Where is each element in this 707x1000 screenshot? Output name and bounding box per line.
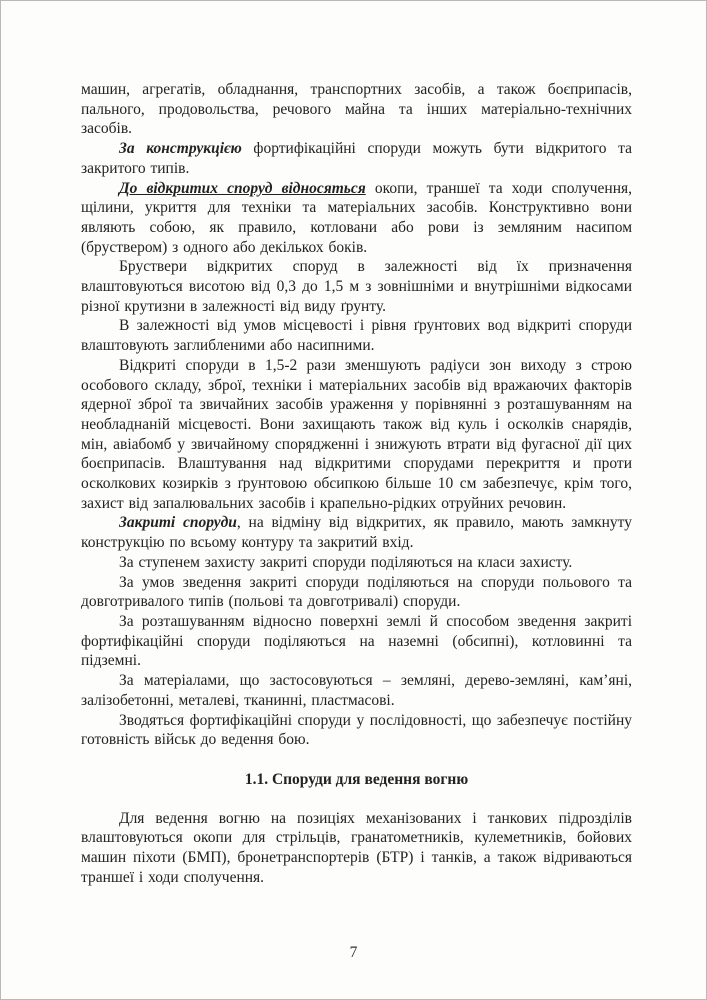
- paragraph: [81, 809, 632, 888]
- paragraph: [81, 553, 632, 573]
- paragraph-text: окопи, траншеї та ходи сполучення, щілини, укриття для техніки та матеріальних засобів. Конструктивно вони являють собою, як правило, котловани або рови із земляним насипом (бруствером) з одного або декількох боків.: [81, 179, 632, 256]
- paragraph: [81, 80, 632, 139]
- paragraph: [81, 513, 632, 552]
- paragraph-text: машин, агрегатів, обладнання, транспортних засобів, а також боєприпасів, пального, продовольства, речового майна та інших матеріально-технічних засобів.: [81, 81, 632, 138]
- paragraph-text: За умов зведення закриті споруди поділяються на споруди польового та довготривалого типів (польові та довготривалі) споруди.: [81, 573, 632, 611]
- page-number: 7: [349, 944, 358, 961]
- paragraph-text: За ступенем захисту закриті споруди поділяються на класи захисту.: [119, 553, 573, 571]
- paragraph: [81, 612, 632, 671]
- paragraph: [81, 573, 632, 612]
- paragraph: [81, 139, 632, 178]
- paragraph: [81, 711, 632, 750]
- paragraph-text: , на відміну від відкритих, як правило, мають замкнуту конструкцію по всьому контуру та закритий вхід.: [81, 514, 632, 552]
- paragraph-text: За матеріалами, що застосовуються – земляні, дерево-земляні, кам’яні, залізобетонні, металеві, тканинні, пластмасові.: [81, 672, 632, 709]
- lead-phrase: Закриті споруди: [119, 514, 237, 532]
- paragraph: [81, 257, 632, 316]
- paragraph: [81, 179, 632, 258]
- paragraph-text: В залежності від умов місцевості і рівня ґрунтових вод відкриті споруди влаштовують заглибленими або насипними.: [81, 317, 632, 355]
- paragraph: [81, 356, 632, 514]
- lead-phrase-underlined: До відкритих споруд відносяться: [119, 179, 366, 197]
- lead-phrase: За конструкцією: [119, 140, 242, 158]
- paragraph-text: Відкриті споруди в 1,5-2 рази зменшують радіуси зон виходу з строю особового складу, зброї, техніки і матеріальних засобів від вражаючих факторів ядерної зброї та звичайних засобів ураження у порівнянні з розташуванням на необладнаній місцевості. Вони захищають також від куль і осколків снарядів, мін, авіабомб у звичайному спорядженні і знижують втрати від фугасної дії цих боєприпасів. Влаштування над відкритими спорудами перекриття и проти осколкових козирків з ґрунтовою обсипкою більше 10 см забезпечує, крім того, захист від запалювальних засобів і крапельно-рідких отруйних речовин.: [81, 356, 632, 512]
- paragraph-text: За розташуванням відносно поверхні землі й способом зведення закриті фортифікаційні споруди поділяються на наземні (обсипні), котловинні та підземні.: [81, 612, 632, 670]
- paragraph-text: Для ведення вогню на позиціях механізованих і танкових підрозділів влаштовуються окопи для стрільців, гранатометників, кулеметників, бойових машин піхоти (БМП), бронетранспортерів (БТР) і танків, а також відриваються траншеї і ходи сполучення.: [81, 809, 632, 886]
- paragraph-text: Зводяться фортифікаційні споруди у послідовності, що забезпечує постійну готовність військ до ведення бою.: [81, 711, 632, 749]
- paragraph: [81, 316, 632, 355]
- paragraph-text: фортифікаційні споруди можуть бути відкритого та закритого типів.: [81, 140, 632, 177]
- paragraph-text: Бруствери відкритих споруд в залежності від їх призначення влаштовуються висотою від 0,3 до 1,5 м з зовнішніми и внутрішніми відкосами різної крутизни в залежності від виду ґрунту.: [81, 258, 632, 315]
- paragraph: [81, 671, 632, 710]
- section-heading: 1.1. Споруди для ведення вогню: [244, 770, 469, 788]
- text-block: [81, 80, 632, 887]
